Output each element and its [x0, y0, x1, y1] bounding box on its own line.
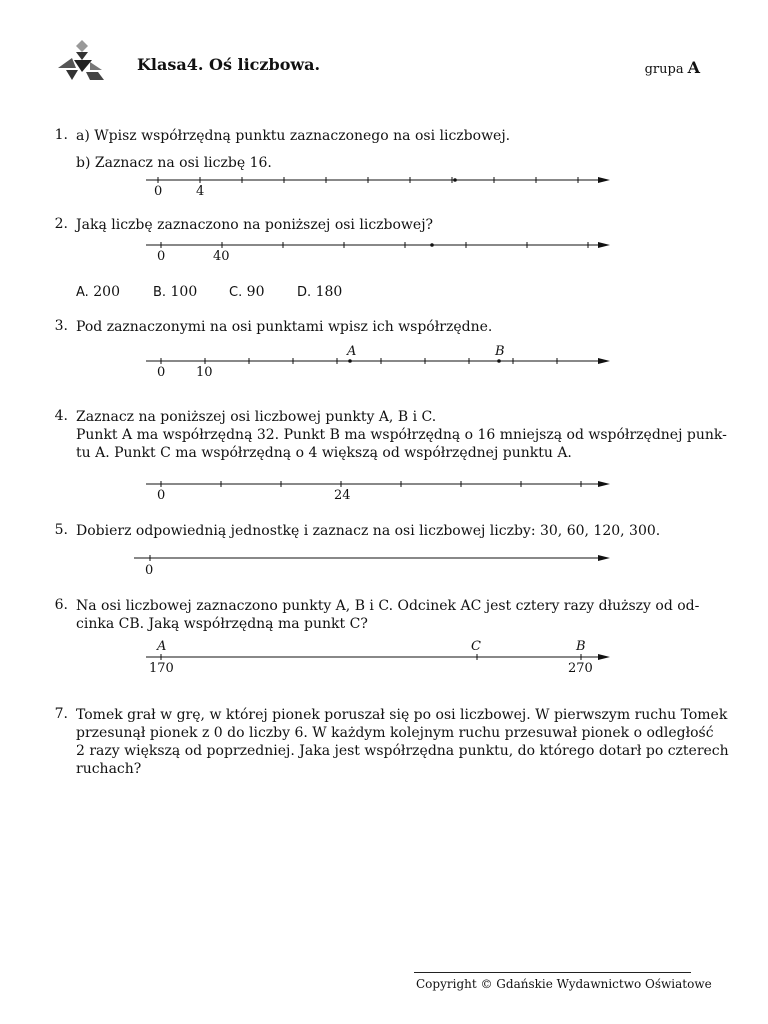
q6-tick-label-170: 170	[149, 661, 174, 676]
q6-tick-label-270: 270	[568, 661, 593, 676]
footer-divider	[414, 972, 691, 973]
question-7-number: 7.	[54, 706, 68, 722]
question-1-number: 1.	[54, 127, 68, 143]
q2-answer-b-letter: B.	[153, 285, 167, 300]
q2-answer-a-value: 200	[93, 284, 120, 300]
q3-point-label-a: A	[347, 344, 357, 359]
copyright-notice: Copyright © Gdańskie Wydawnictwo Oświatowe	[416, 977, 712, 991]
q2-tick-label-40: 40	[213, 249, 230, 264]
question-5-text: Dobierz odpowiednią jednostkę i zaznacz na osi liczbowej liczby: 30, 60, 120, 300.	[76, 523, 661, 539]
q6-point-label-a: A	[157, 639, 167, 654]
q6-point-label-c: C	[471, 639, 481, 654]
question-5-number: 5.	[54, 522, 68, 538]
question-6-number: 6.	[54, 597, 68, 613]
q1-tick-label-0: 0	[154, 184, 163, 199]
question-4-line-1: Zaznacz na poniższej osi liczbowej punkty A, B i C.	[76, 409, 437, 425]
question-3-text: Pod zaznaczonymi na osi punktami wpisz ich współrzędne.	[76, 319, 493, 335]
question-6-line-2: cinka CB. Jaką współrzędną ma punkt C?	[76, 616, 368, 632]
question-3-number: 3.	[54, 318, 68, 334]
question-4-line-2: Punkt A ma współrzędną 32. Punkt B ma współrzędną o 16 mniejszą od współrzędnej punk-	[76, 427, 727, 443]
question-1-line-2: b) Zaznacz na osi liczbę 16.	[76, 155, 272, 171]
q3-tick-label-0: 0	[157, 365, 166, 380]
q6-point-label-b: B	[576, 639, 586, 654]
q4-tick-label-24: 24	[334, 488, 351, 503]
question-2-number: 2.	[54, 216, 68, 232]
q2-answer-c-letter: C.	[229, 285, 243, 300]
q3-point-label-b: B	[495, 344, 505, 359]
question-2-text: Jaką liczbę zaznaczono na poniższej osi liczbowej?	[76, 217, 434, 233]
q5-tick-label-0: 0	[145, 563, 154, 578]
question-7-line-4: ruchach?	[76, 761, 142, 777]
q2-answer-a-letter: A.	[76, 285, 89, 300]
question-4-number: 4.	[54, 408, 68, 424]
question-4-line-3: tu A. Punkt C ma współrzędną o 4 większą od współrzędnej punktu A.	[76, 445, 572, 461]
q1-tick-label-4: 4	[196, 184, 205, 199]
question-1-line-1: a) Wpisz współrzędną punktu zaznaczonego na osi liczbowej.	[76, 128, 511, 144]
q2-answer-c-value: 90	[246, 284, 265, 300]
question-6-line-1: Na osi liczbowej zaznaczono punkty A, B i C. Odcinek AC jest cztery razy dłuższy od od-	[76, 598, 700, 614]
q2-answer-b-value: 100	[170, 284, 198, 300]
group-label: grupa	[644, 62, 684, 77]
worksheet-title: Klasa4. Oś liczbowa.	[137, 55, 321, 74]
q4-tick-label-0: 0	[157, 488, 166, 503]
q2-answer-d-value: 180	[315, 284, 343, 300]
group-value: A	[687, 58, 700, 77]
q3-tick-label-10: 10	[196, 365, 213, 380]
question-7-line-2: przesunął pionek z 0 do liczby 6. W każdym kolejnym ruchu przesuwał pionek o odległość	[76, 725, 714, 741]
q2-answer-d-letter: D.	[297, 285, 312, 300]
q2-tick-label-0: 0	[157, 249, 166, 264]
question-7-line-3: 2 razy większą od poprzedniej. Jaka jest współrzędna punktu, do którego dotarł po czterech	[76, 743, 729, 759]
question-7-line-1: Tomek grał w grę, w której pionek poruszał się po osi liczbowej. W pierwszym ruchu Tomek	[76, 707, 728, 723]
